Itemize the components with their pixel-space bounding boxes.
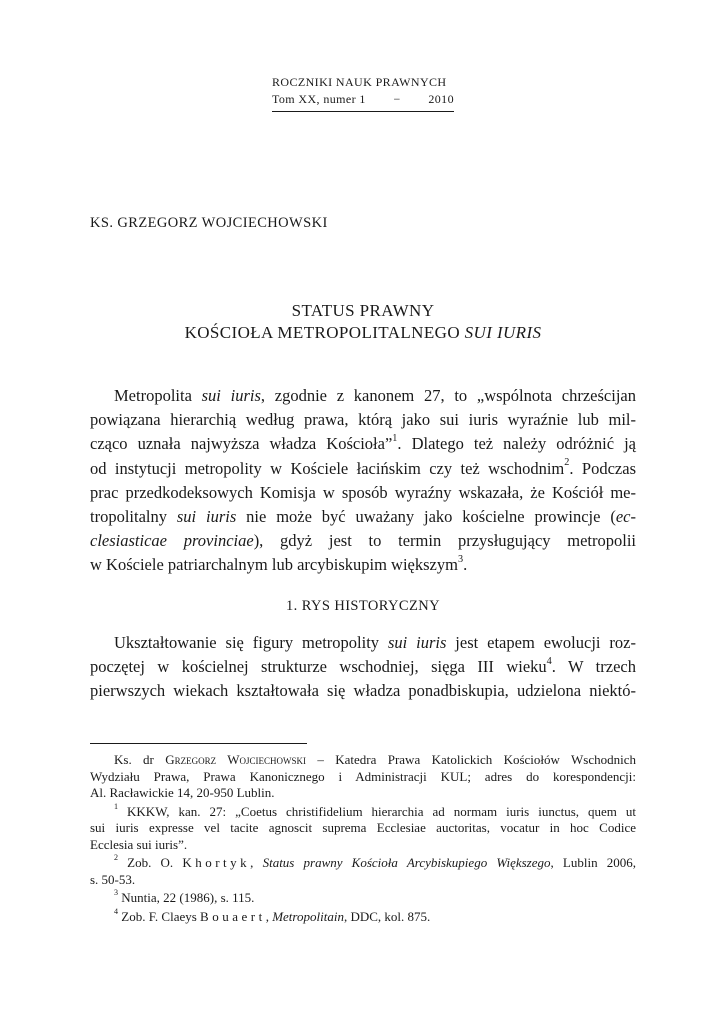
- journal-header: [272, 74, 454, 112]
- footnote-1-line: sui iuris expresse vel tacite agnoscit suprema Ecclesiae auctoritas, vocatur in hoc Codice: [90, 820, 636, 835]
- footnote-2-line: s. 50-53.: [90, 871, 136, 887]
- p2-line: poczętej w kościelnej strukturze wschodniej, sięga III wieku$^4$. W trzech: [90, 655, 636, 677]
- journal-issue: [272, 91, 454, 108]
- footnote-ref-4[interactable]: 4: [546, 655, 552, 667]
- body-paragraph-1: [90, 384, 636, 578]
- article-author: KS. GRZEGORZ WOJCIECHOWSKI: [90, 215, 328, 231]
- footnote-2: $^2$ Zob. O. Khortyk, Status prawny Kościoła Arcybiskupiego Większego, Lublin 2006,: [114, 853, 636, 870]
- footnote-3: $^3$ Nuntia, 22 (1986), s. 115.: [114, 888, 255, 905]
- title-line-2-italic: SUI IURIS: [464, 323, 542, 342]
- footnote-1-line: Ecclesia sui iuris”.: [90, 836, 188, 852]
- footnotes: [90, 752, 636, 925]
- footnote-author-line: Al. Racławickie 14, 20-950 Lublin.: [90, 785, 275, 800]
- p1-line: Metropolita sui iuris, zgodnie z kanonem 27, to „wspólnota chrześcijan: [114, 386, 636, 405]
- title-line-2-main: KOŚCIOŁA METROPOLITALNEGO: [184, 323, 465, 342]
- article-title: [90, 300, 636, 344]
- footnote-separator: [90, 743, 307, 744]
- journal-volume: Tom XX, numer 1: [272, 92, 366, 106]
- p1-line: tropolitalny sui iuris nie może być uważany jako kościelne prowincje (ec-: [90, 506, 636, 526]
- p2-line: pierwszych wiekach kształtowała się władza ponadbiskupia, udzielona niektó-: [90, 681, 636, 701]
- footnote-ref-2[interactable]: 2: [564, 457, 570, 469]
- p2-line: Ukształtowanie się figury metropolity sui iuris jest etapem ewolucji roz-: [114, 633, 636, 652]
- footnote-number: 3: [114, 888, 119, 898]
- journal-dash: −: [393, 92, 401, 106]
- p1-line: w Kościele patriarchalnym lub arcybiskupim większym$^3$.: [90, 553, 468, 575]
- journal-header-rule: [272, 111, 454, 112]
- footnote-4: $^4$ Zob. F. Claeys Bouaert, Metropolitain, DDC, kol. 875.: [114, 906, 431, 924]
- footnote-ref-3[interactable]: 3: [457, 553, 464, 565]
- journal-name: [272, 74, 454, 91]
- p1-line: cząco uznała najwyższa władza Kościoła”$^1$. Dlatego też należy odróżnić ją: [90, 432, 636, 454]
- journal-year: 2010: [428, 92, 454, 106]
- journal-name-text: ROCZNIKI NAUK PRAWNYCH: [272, 75, 447, 89]
- p1-line: od instytucji metropolity w Kościele łacińskim czy też wschodnim$^2$. Podczas: [90, 457, 636, 478]
- footnote-number: 1: [114, 801, 119, 811]
- footnote-number: 2: [114, 853, 119, 863]
- title-line-2: [90, 322, 636, 344]
- p1-line: powiązana hierarchią według prawa, którą jako sui iuris wyraźnie lub mil-: [90, 410, 636, 430]
- p1-line: prac przedkodeksowych Komisja w sposób wyraźny wskazała, że Kościół me-: [90, 482, 636, 502]
- footnote-number: 4: [114, 906, 119, 916]
- footnote-ref-1[interactable]: 1: [392, 432, 398, 444]
- p1-line: clesiasticae provinciae), gdyż jest to termin przysługujący metropolii: [90, 531, 637, 551]
- title-line-1: STATUS PRAWNY: [291, 301, 435, 320]
- footnote-author-line: Wydziału Prawa, Prawa Kanonicznego i Administracji KUL; adres do korespondencji:: [90, 768, 636, 784]
- section-heading: 1. RYS HISTORYCZNY: [286, 598, 440, 614]
- footnote-author-line: Ks. dr Grzegorz Wojciechowski – Katedra Prawa Katolickich Kościołów Wschodnich: [114, 752, 637, 767]
- footnote-1: $^1$ KKKW, kan. 27: „Coetus christifidelium hierarchia ad normam iuris iunctus, quem ut: [114, 801, 636, 819]
- body-paragraph-2: [90, 631, 636, 704]
